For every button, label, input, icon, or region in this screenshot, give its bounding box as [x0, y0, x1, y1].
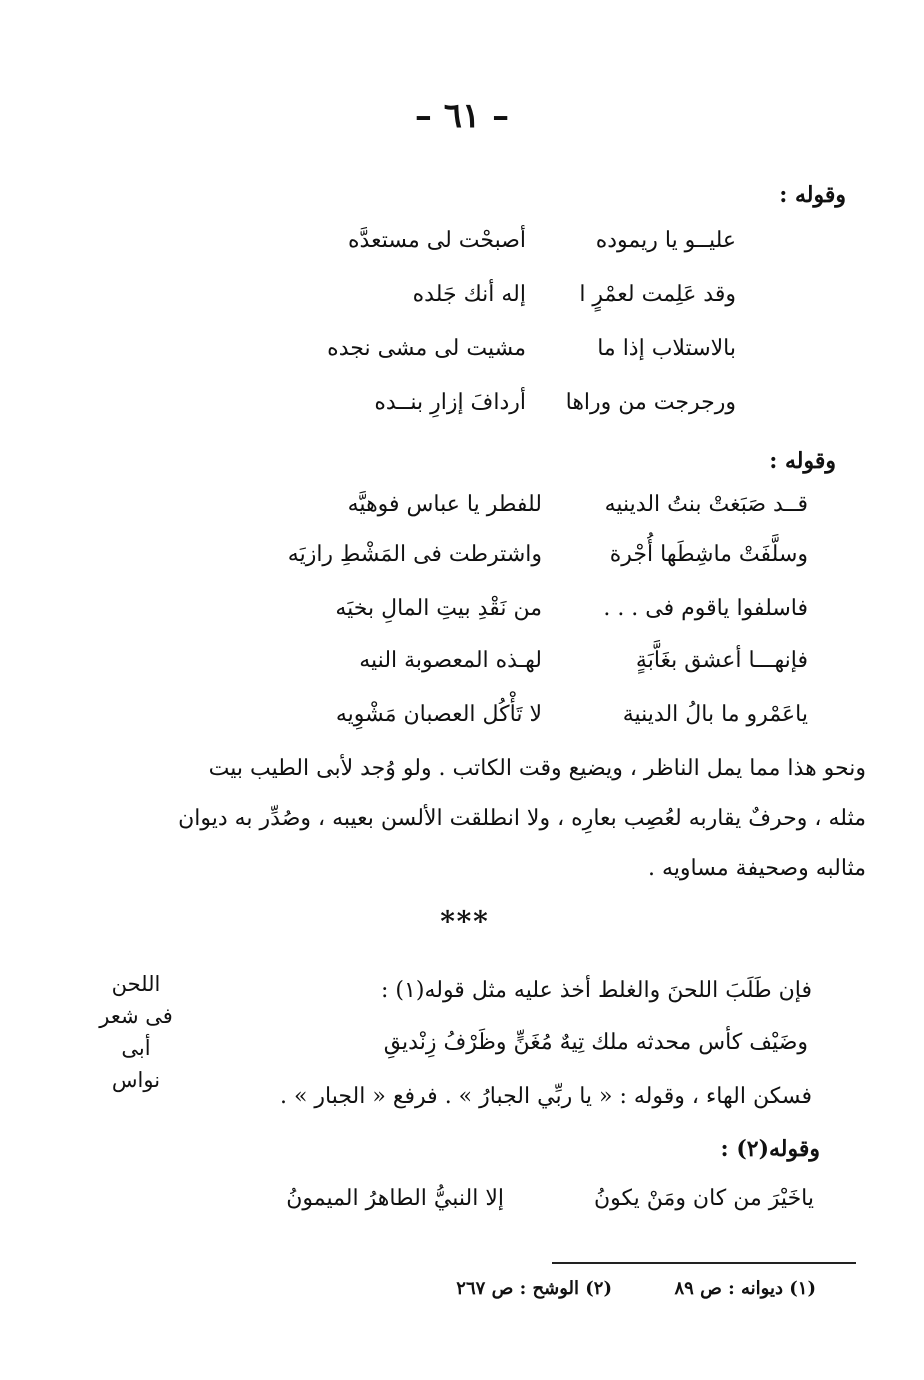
paragraph-line-3: مثالبه وصحيفة مساويه .	[648, 856, 866, 881]
poem2-verse5-left: لا تَأْكُل العصبان مَشْوِيه	[335, 702, 542, 727]
paragraph-line-2: مثله ، وحرفٌ يقاربه لعُصِب بعارِه ، ولا انطلقت الألسن بعيبه ، وصُدِّر به ديوان	[178, 806, 866, 831]
poem2-verse1-left: للفطر يا عباس فوهيَّه	[347, 492, 542, 517]
poem2-verse2-left: واشترطت فى المَشْطِ رازيَه	[287, 542, 542, 567]
poem2-verse4-left: لهـذه المعصوبة النيه	[359, 648, 542, 673]
poem2-intro: وقوله :	[769, 448, 836, 474]
margin-note-line-2: فى شعر	[99, 1004, 173, 1028]
footnote-rule	[552, 1262, 856, 1264]
poem1-verse4-left: أردافَ إزارِ بنــده	[374, 390, 526, 415]
page-number: – ٦١ –	[414, 96, 510, 136]
poem1-verse1-right: عليــو يا ريموده	[595, 228, 736, 253]
poem2-verse2-right: وسلَّفَتْ ماشِطَها أُجْرة	[609, 542, 808, 567]
section2-verse2-right: ياخَيْرَ من كان ومَنْ يكونُ	[594, 1186, 814, 1211]
section2-intro: فإن طَلَبَ اللحنَ والغلط أخذ عليه مثل قوله(١) :	[381, 978, 812, 1003]
section2-intro2: وقوله(٢) :	[720, 1136, 820, 1162]
poem1-verse4-right: ورجرجت من وراها	[565, 390, 736, 415]
poem1-verse3-left: مشيت لى مشى نجده	[327, 336, 526, 361]
paragraph-line-1: ونحو هذا مما يمل الناظر ، ويضيع وقت الكاتب . ولو وُجد لأبى الطيب بيت	[208, 756, 866, 781]
poem1-verse1-left: أصبحْت لى مستعدَّه	[348, 228, 526, 253]
section2-line2: فسكن الهاء ، وقوله : « يا ربِّي الجبارُ » . فرفع « الجبار » .	[279, 1084, 812, 1109]
poem1-verse2-left: إله أنك جَلده	[412, 282, 526, 307]
section2-verse2-left: إلا النبيُّ الطاهرُ الميمونُ	[286, 1186, 504, 1211]
margin-note	[96, 968, 176, 1096]
poem2-verse1-right: قــد صَبَغتْ بنتُ الدينيه	[604, 492, 808, 517]
poem2-verse3-right: فاسلفوا ياقوم فى . . .	[603, 596, 808, 621]
section-separator: * * *	[440, 905, 484, 938]
poem1-intro: وقوله :	[779, 182, 846, 208]
margin-note-line-1: اللحن	[111, 972, 161, 996]
footnote-2: (٢) الوشح : ص ٢٦٧	[456, 1278, 612, 1299]
poem2-verse5-right: ياعَمْرو ما بالُ الدينية	[622, 702, 808, 727]
poem2-verse3-left: من نَقْدِ بيتِ المالِ بخيَه	[335, 596, 542, 621]
poem1-verse3-right: بالاستلاب إذا ما	[597, 336, 736, 361]
poem1-verse2-right: وقد عَلِمت لعمْرٍ ا	[579, 282, 736, 307]
margin-note-line-3: أبى نواس	[111, 1036, 161, 1092]
section2-verse1: وضَيْف كأس محدثه ملك تِيهٌ مُغَنٍّ وظَرْفُ زِنْديقِ	[383, 1030, 808, 1055]
footnote-1: (١) ديوانه : ص ٨٩	[674, 1278, 816, 1299]
poem2-verse4-right: فإنهـــا أعشق بغَاَّبَةٍ	[635, 648, 808, 673]
